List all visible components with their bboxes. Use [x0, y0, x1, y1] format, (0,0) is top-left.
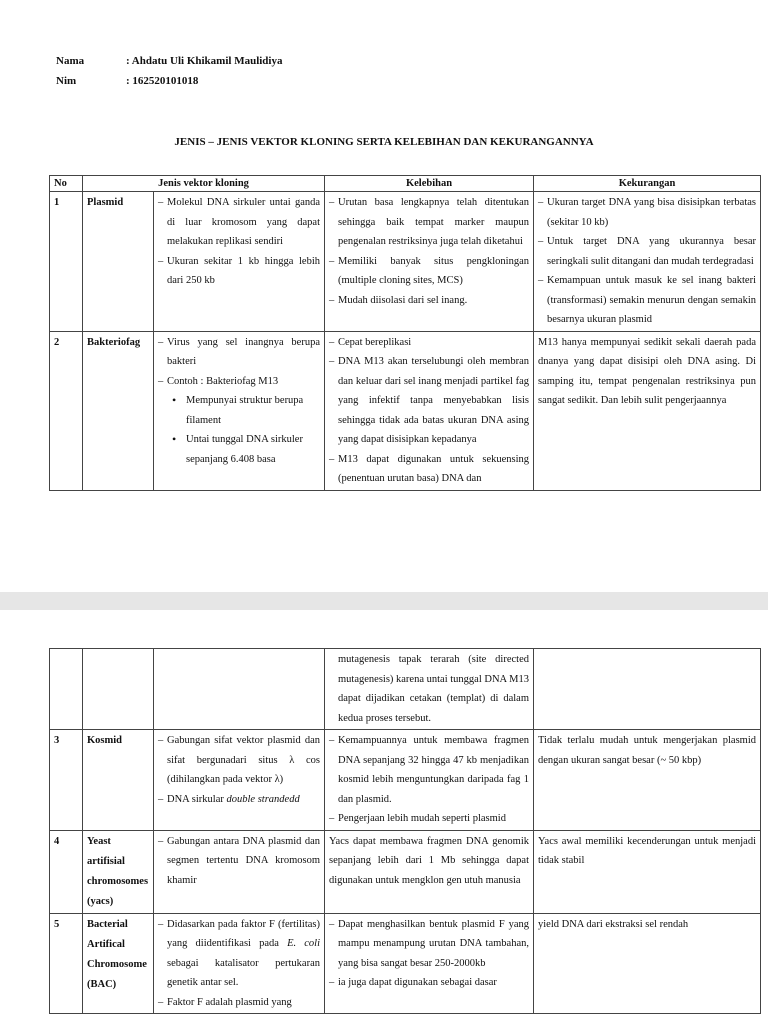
jenis-bullet: • Mempunyai struktur berupa filament [172, 391, 320, 430]
kelebihan-cell [325, 913, 534, 1014]
empty-cell [83, 649, 154, 730]
table-header-row [50, 176, 761, 192]
kelebihan-item: – Pengerjaan lebih mudah seperti plasmid [329, 809, 529, 829]
row-number: 2 [50, 331, 83, 490]
kekurangan-cell: M13 hanya mempunyai sedikit sekali daerah pada dnanya yang dapat disisipi oleh DNA asing. Di samping itu, tempat pengenalan restriksinya pun sangat sedikit. Dan lebih sulit pengerjaannya [534, 331, 761, 490]
table-row-yac [50, 830, 761, 913]
jenis-italic: E. coli [287, 938, 320, 949]
jenis-cell [154, 830, 325, 913]
kekurangan-item: – Untuk target DNA yang ukurannya besar seringkali sulit ditangani dan mudah terdegradasi [538, 232, 756, 271]
row-number: 3 [50, 730, 83, 831]
table-row-continuation [50, 649, 761, 730]
jenis-text: Didasarkan pada faktor F (fertilitas) yang diidentifikasi pada [167, 918, 320, 949]
kelebihan-item: – M13 dapat digunakan untuk sekuensing (penentuan urutan basa) DNA dan [329, 450, 529, 489]
col-header-kekurangan: Kekurangan [534, 176, 761, 192]
vector-name: Bacterial Artifical Chromosome (BAC) [83, 913, 154, 1014]
nim-label: Nim [56, 75, 77, 87]
kelebihan-cell: Yacs dapat membawa fragmen DNA genomik sepanjang lebih dari 1 Mb sehingga dapat digunakan untuk mengklon gen utuh manusia [325, 830, 534, 913]
jenis-cell [154, 913, 325, 1014]
kekurangan-cell: Yacs awal memiliki kecenderungan untuk menjadi tidak stabil [534, 830, 761, 913]
vector-table-part-1 [49, 175, 761, 491]
jenis-cell [154, 331, 325, 490]
jenis-item: – Molekul DNA sirkuler untai ganda di luar kromosom yang dapat melakukan replikasi sendiri [158, 193, 320, 252]
kekurangan-item: – Kemampuan untuk masuk ke sel inang bakteri (transformasi) semakin menurun dengan semakin besarnya ukuran plasmid [538, 271, 756, 330]
name-line [56, 55, 282, 67]
page-separator [0, 592, 768, 610]
table-row-bakteriofag [50, 331, 761, 490]
table-row-plasmid [50, 192, 761, 332]
vector-name: Kosmid [83, 730, 154, 831]
col-header-no: No [50, 176, 83, 192]
kekurangan-cell: Tidak terlalu mudah untuk mengerjakan plasmid dengan ukuran sangat besar (~ 50 kbp) [534, 730, 761, 831]
jenis-item [158, 915, 320, 993]
jenis-item: – Virus yang sel inangnya berupa bakteri [158, 333, 320, 372]
jenis-item [158, 790, 320, 810]
vector-name: Plasmid [83, 192, 154, 332]
jenis-item: – Gabungan sifat vektor plasmid dan sifat bergunadari situs λ cos (dihilangkan pada vektor λ) [158, 731, 320, 790]
kelebihan-cell [325, 192, 534, 332]
row-number: 1 [50, 192, 83, 332]
kelebihan-item: – Kemampuannya untuk membawa fragmen DNA sepanjang 32 hingga 47 kb menjadikan kosmid lebih menguntungkan daripada fag 1 dan plasmid. [329, 731, 529, 809]
kelebihan-item: – Mudah diisolasi dari sel inang. [329, 291, 529, 311]
vector-table-part-2 [49, 648, 761, 1014]
row-number: 5 [50, 913, 83, 1014]
jenis-item: – Faktor F adalah plasmid yang [158, 993, 320, 1013]
kekurangan-cell: yield DNA dari ekstraksi sel rendah [534, 913, 761, 1014]
kelebihan-item: – ia juga dapat digunakan sebagai dasar [329, 973, 529, 993]
kekurangan-item: – Ukuran target DNA yang bisa disisipkan terbatas (sekitar 10 kb) [538, 193, 756, 232]
vector-name: Bakteriofag [83, 331, 154, 490]
document-title: JENIS – JENIS VEKTOR KLONING SERTA KELEBIHAN DAN KEKURANGANNYA [174, 136, 594, 148]
vector-name: Yeast artifisial chromosomes (yacs) [83, 830, 154, 913]
col-header-kelebihan: Kelebihan [325, 176, 534, 192]
document-page-2 [0, 610, 768, 1024]
kekurangan-cell [534, 192, 761, 332]
name-label: Nama [56, 55, 85, 67]
kelebihan-item: – Memiliki banyak situs pengkloningan (multiple cloning sites, MCS) [329, 252, 529, 291]
empty-cell [154, 649, 325, 730]
row-number: 4 [50, 830, 83, 913]
kelebihan-continuation: mutagenesis tapak terarah (site directed mutagenesis) karena untai tunggal DNA M13 dapat dijadikan cetakan (templat) di dalam kedua proses tersebut. [325, 649, 534, 730]
jenis-cell [154, 730, 325, 831]
jenis-text: sebagai katalisator pertukaran genetik antar sel. [167, 957, 320, 988]
kelebihan-item: – Urutan basa lengkapnya telah ditentukan sehingga baik tempat marker maupun pengenalan restriksinya juga telah diketahui [329, 193, 529, 252]
jenis-bullet: • Untai tunggal DNA sirkuler sepanjang 6.408 basa [172, 430, 320, 469]
jenis-item: – Ukuran sekitar 1 kb hingga lebih dari 250 kb [158, 252, 320, 291]
jenis-cell [154, 192, 325, 332]
kelebihan-item: – Cepat bereplikasi [329, 333, 529, 353]
name-value: : Ahdatu Uli Khikamil Maulidiya [126, 55, 283, 67]
kelebihan-cell [325, 331, 534, 490]
nim-value: : 162520101018 [126, 75, 199, 87]
kelebihan-item: – DNA M13 akan terselubungi oleh membran dan keluar dari sel inang menjadi partikel fag yang infektif tanpa menyebabkan lisis sehingga tidak ada batas ukuran DNA asing yang dapat disisipkan kepadanya [329, 352, 529, 450]
jenis-italic: double strandedd [226, 793, 300, 805]
jenis-item: – Contoh : Bakteriofag M13 [158, 372, 320, 392]
table-row-bac [50, 913, 761, 1014]
kelebihan-item: – Dapat menghasilkan bentuk plasmid F yang mampu menampung urutan DNA tambahan, yang bisa sangat besar 250-2000kb [329, 915, 529, 974]
jenis-text: DNA sirkular [167, 793, 227, 805]
kelebihan-cell [325, 730, 534, 831]
col-header-jenis: Jenis vektor kloning [83, 176, 325, 192]
jenis-item: – Gabungan antara DNA plasmid dan segmen tertentu DNA kromosom khamir [158, 832, 320, 891]
empty-cell [50, 649, 83, 730]
nim-line [56, 75, 198, 87]
empty-cell [534, 649, 761, 730]
table-row-kosmid [50, 730, 761, 831]
